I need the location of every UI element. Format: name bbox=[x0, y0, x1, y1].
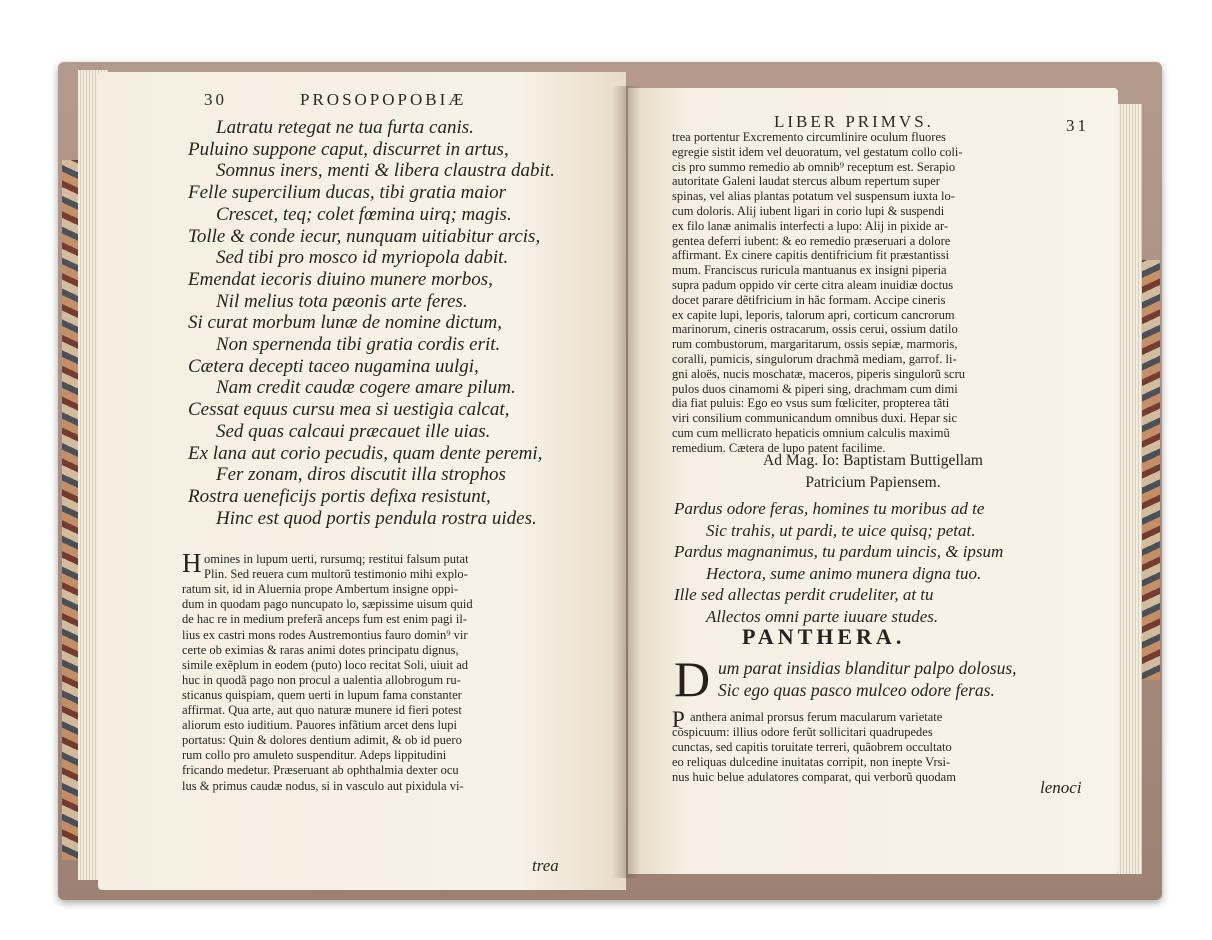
verse-line: Crescet, teq; colet fœmina uirq; magis. bbox=[216, 203, 512, 225]
prose-line: cis pro summo remedio ab omnib⁹ receptum est. Serapio bbox=[672, 159, 956, 174]
prose-line: portatus: Quin & dolores dentium adimit, & ob id puero bbox=[182, 733, 462, 748]
prose-line: rum combustorum, margaritarum, ossis sepiæ, marmoris, bbox=[672, 337, 958, 352]
prose-line: coralli, pumicis, singulorum drachmã mediam, garrof. li- bbox=[672, 352, 957, 366]
prose-line: cum doloris. Alij iubent ligari in corio lupi & suspendi bbox=[672, 204, 945, 218]
epigram-line: Hectora, sume animo munera digna tuo. bbox=[706, 563, 982, 583]
verse-line: Cessat equus cursu mea si uestigia calcat, bbox=[188, 399, 510, 421]
prose-line: fricando medetur. Præseruant ab ophthalmia dexter ocu bbox=[182, 763, 459, 778]
epigram-line: Ille sed allectas perdit crudeliter, at tu bbox=[674, 585, 934, 604]
couplet-dropcap: D bbox=[674, 651, 711, 707]
prose-line: autoritate Galeni laudat stercus album repertum super bbox=[672, 174, 940, 189]
verse-line: Si curat morbum lunæ de nomine dictum, bbox=[188, 312, 503, 334]
prose-line: aliorum esto iuditium. Pauores infãtium arcet dens lupi bbox=[182, 718, 457, 733]
section-title: PANTHERA. bbox=[742, 624, 906, 649]
verse-line: Hinc est quod portis pendula rostra uides. bbox=[216, 507, 537, 529]
prose-line: simile exẽplum in eodem (puto) loco recitat Soli, uiuit ad bbox=[182, 657, 469, 672]
verse-line: Cætera decepti taceo nugamina uulgi, bbox=[188, 355, 479, 377]
couplet-line-2: Sic ego quas pasco mulceo odore feras. bbox=[718, 680, 995, 700]
prose-line: omines in lupum uerti, rursumq; restitui falsum putat bbox=[204, 552, 469, 566]
prose-line: sticanus quispiam, quem uerti in lupum fama constanter bbox=[182, 687, 462, 702]
prose-line: huc in quodã pago non procul a ualentia allobrogum ru- bbox=[182, 672, 461, 687]
verse-line: Emendat iecoris diuino munere morbos, bbox=[188, 268, 493, 290]
prose-line: ex capite lupi, leporis, talorum apri, corticum cancrorum bbox=[672, 307, 955, 322]
verse-line: Fer zonam, diros discutit illa strophos bbox=[216, 464, 506, 486]
prose-line: certe ob eximias & raras animi dotes principatu dignus, bbox=[182, 642, 459, 657]
verse-line: Puluino suppone caput, discurret in artus, bbox=[188, 138, 509, 160]
right-page-number: 31 bbox=[1066, 116, 1089, 135]
prose-line: spinas, vel alias plantas potatum vel suspensum iuxta lo- bbox=[672, 189, 955, 204]
couplet-line-1: um parat insidias blanditur palpo dolosus, bbox=[718, 658, 1017, 678]
prose-line: nus huic belue adulatores comparat, qui verborũ quodam bbox=[672, 769, 956, 784]
epigram-line: Sic trahis, ut pardi, te uice quisq; petat. bbox=[706, 520, 976, 540]
prose-line: ex filo lanæ animalis interfecti a lupo: Alij in pixide ar- bbox=[672, 218, 949, 233]
book-gutter bbox=[612, 86, 640, 878]
prose-line: affirmant. Ex cinere capitis dentifricium fit præstantissi bbox=[672, 248, 950, 263]
left-catchword: trea bbox=[532, 856, 559, 875]
prose-line: affirmat. Qua arte, aut quo naturæ munere id fieri potest bbox=[182, 703, 462, 717]
verse-line: Latratu retegat ne tua furta canis. bbox=[216, 117, 474, 138]
epigram-line: Allectos omni parte iuuare studes. bbox=[706, 606, 939, 626]
dedication-line-2: Patricium Papiensem. bbox=[805, 474, 941, 491]
right-catchword: lenoci bbox=[1040, 778, 1082, 797]
prose-line: remedium. Cætera de lupo patent facilime. bbox=[672, 440, 886, 455]
prose-line: marinorum, cineris ostracarum, ossis cerui, ossium datilo bbox=[672, 322, 958, 337]
prose-line: eo reliquas dulcedine inuitatas corripit, non inepte Vrsi- bbox=[672, 754, 951, 769]
left-prose-initial: H bbox=[182, 548, 202, 578]
right-running-head: LIBER PRIMVS. bbox=[774, 112, 934, 131]
verse-line: Nam credit caudæ cogere amare pilum. bbox=[216, 377, 516, 399]
verse-line: Non spernenda tibi gratia cordis erit. bbox=[216, 334, 501, 355]
prose-line: Plin. Sed reuera cum multorũ testimonio mihi explo- bbox=[204, 567, 468, 582]
prose-line: docet parare dẽtifricium in hãc formam. Accipe cineris bbox=[672, 292, 946, 307]
prose-line: lius ex castri mons rodes Austremontius fauro domin⁹ vir bbox=[182, 627, 468, 642]
left-page bbox=[98, 72, 626, 890]
epigram-line: Pardus odore feras, homines tu moribus ad te bbox=[674, 499, 985, 518]
prose-line: dum in quodam pago nuncupato lo, sæpissime uisum quid bbox=[182, 597, 473, 612]
prose-line: dia fiat puluis: Ego eo vsus sum fœliciter, propterea tãti bbox=[672, 396, 950, 411]
verse-line: Nil melius tota pæonis arte feres. bbox=[216, 290, 468, 312]
prose-line: gentea deferri iubent: & eo remedio præseruari a dolore bbox=[672, 233, 951, 248]
prose-line: mum. Franciscus ruricula mantuanus ex insigni piperia bbox=[672, 263, 947, 278]
prose-line: cunctas, sed capitis toruitate terreri, quãobrem occultato bbox=[672, 739, 952, 754]
prose-line: cõspicuum: illius odore ferũt sollicitari quadrupedes bbox=[672, 724, 933, 739]
left-page-number: 30 bbox=[204, 90, 227, 109]
prose-line: lus & primus caudæ nodus, si in vasculo aut pixidula vi- bbox=[182, 778, 464, 793]
prose-line: cum cum mellicrato hepaticis omnium calculis maximũ bbox=[672, 426, 950, 440]
verse-line: Sed quas calcaui præcauet ille uias. bbox=[216, 420, 491, 442]
verse-line: Sed tibi pro mosco id myriopola dabit. bbox=[216, 247, 509, 269]
verse-line: Felle supercilium ducas, tibi gratia maior bbox=[188, 182, 507, 204]
prose-line: viri consilium communicandum omnibus duxi. Hepar sic bbox=[672, 411, 958, 426]
epigram-line: Pardus magnanimus, tu pardum uincis, & ipsum bbox=[674, 542, 1004, 561]
right-page bbox=[628, 88, 1118, 874]
prose-line: egregie sistit idem vel deuoratum, vel gestatum collo coli- bbox=[672, 144, 963, 159]
prose-line: ratum sit, id in Aluernia prope Ambertum insigne oppi- bbox=[182, 582, 459, 597]
prose-line: anthera animal prorsus ferum macularum varietate bbox=[690, 710, 943, 724]
prose-line: trea portentur Excremento circumlinire oculum fluores bbox=[672, 130, 946, 144]
prose-line: pulos duos cinamomi & piperi sing, drachmam cum dimi bbox=[672, 381, 958, 396]
verse-line: Ex lana aut corio pecudis, quam dente peremi, bbox=[188, 442, 543, 464]
left-running-head: PROSOPOPOBIÆ bbox=[300, 90, 467, 109]
prose2-initial: P bbox=[672, 707, 685, 732]
prose-line: rum collo pro amuleto suspenditur. Adeps lippitudini bbox=[182, 748, 447, 763]
prose-line: de hac re in medium preferã anceps fum est enim pagi il- bbox=[182, 612, 467, 627]
verse-line: Rostra ueneficijs portis defixa resistunt, bbox=[188, 485, 491, 507]
verse-line: Somnus iners, menti & libera claustra dabit. bbox=[216, 160, 555, 182]
prose-line: supra padum oppido vir certe citra aleam inuidiæ doctus bbox=[672, 278, 954, 292]
dedication-line-1: Ad Mag. Io: Baptistam Buttigellam bbox=[763, 452, 983, 469]
verse-line: Tolle & conde iecur, nunquam uitiabitur arcis, bbox=[188, 225, 541, 247]
prose-line: gni aloës, nucis moschatæ, maceros, piperis singulorũ scru bbox=[672, 366, 965, 381]
